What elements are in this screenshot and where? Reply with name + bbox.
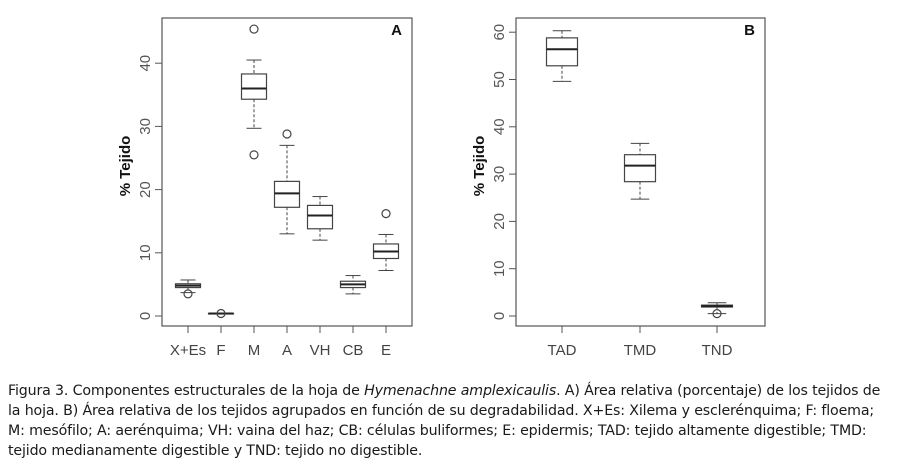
svg-text:20: 20 xyxy=(137,181,154,198)
caption-species: Hymenachne amplexicaulis xyxy=(364,383,557,399)
svg-text:A: A xyxy=(391,22,402,39)
box-tnd xyxy=(702,303,733,359)
svg-text:F: F xyxy=(216,342,226,359)
caption-prefix: Figura 3. Componentes estructurales de la hoja de xyxy=(8,383,365,399)
svg-text:30: 30 xyxy=(491,165,508,183)
svg-text:50: 50 xyxy=(491,71,508,88)
svg-text:20: 20 xyxy=(491,213,508,230)
svg-text:% Tejido: % Tejido xyxy=(471,135,488,197)
svg-text:TAD: TAD xyxy=(547,342,577,359)
svg-text:CB: CB xyxy=(342,342,364,359)
box-vh xyxy=(308,197,333,359)
svg-text:10: 10 xyxy=(137,244,154,262)
svg-text:30: 30 xyxy=(137,118,154,135)
svg-text:VH: VH xyxy=(309,342,331,359)
box-tmd xyxy=(624,143,657,359)
svg-text:E: E xyxy=(380,342,392,359)
svg-text:40: 40 xyxy=(491,118,508,136)
svg-text:X+Es: X+Es xyxy=(169,342,207,359)
svg-text:M: M xyxy=(247,342,261,359)
svg-text:10: 10 xyxy=(491,260,508,278)
box-a xyxy=(275,130,300,359)
svg-text:60: 60 xyxy=(491,23,508,41)
svg-text:A: A xyxy=(281,342,293,359)
boxplot-panel-b xyxy=(471,18,765,359)
svg-text:40: 40 xyxy=(137,54,154,72)
svg-text:TND: TND xyxy=(701,342,733,359)
caption-rest: . A) Área relativa (porcentaje) de los tejidos de la hoja. B) Área relativa de los tejidos agrupados en función de su degradabilidad. X+Es: Xilema y esclerénquima; F: floema; M: mesófilo; A: aerénquima; VH: vaina del haz; CB: células buliformes; E: epidermis; TAD: tejido altamente digestible; TMD: tejido medianamente digestible y TND: tejido no digestible. xyxy=(8,383,881,459)
boxplot-panel-a xyxy=(117,18,412,359)
figure-caption xyxy=(8,381,892,461)
box-cb xyxy=(341,276,366,359)
box-e xyxy=(374,210,399,359)
svg-text:0: 0 xyxy=(137,311,154,321)
svg-text:TMD: TMD xyxy=(623,342,657,359)
svg-text:0: 0 xyxy=(491,311,508,321)
svg-text:B: B xyxy=(744,22,755,39)
svg-text:% Tejido: % Tejido xyxy=(117,135,134,197)
box-tad xyxy=(547,31,578,359)
box-m xyxy=(242,25,267,359)
box-xes xyxy=(170,280,206,359)
box-f xyxy=(209,309,234,359)
